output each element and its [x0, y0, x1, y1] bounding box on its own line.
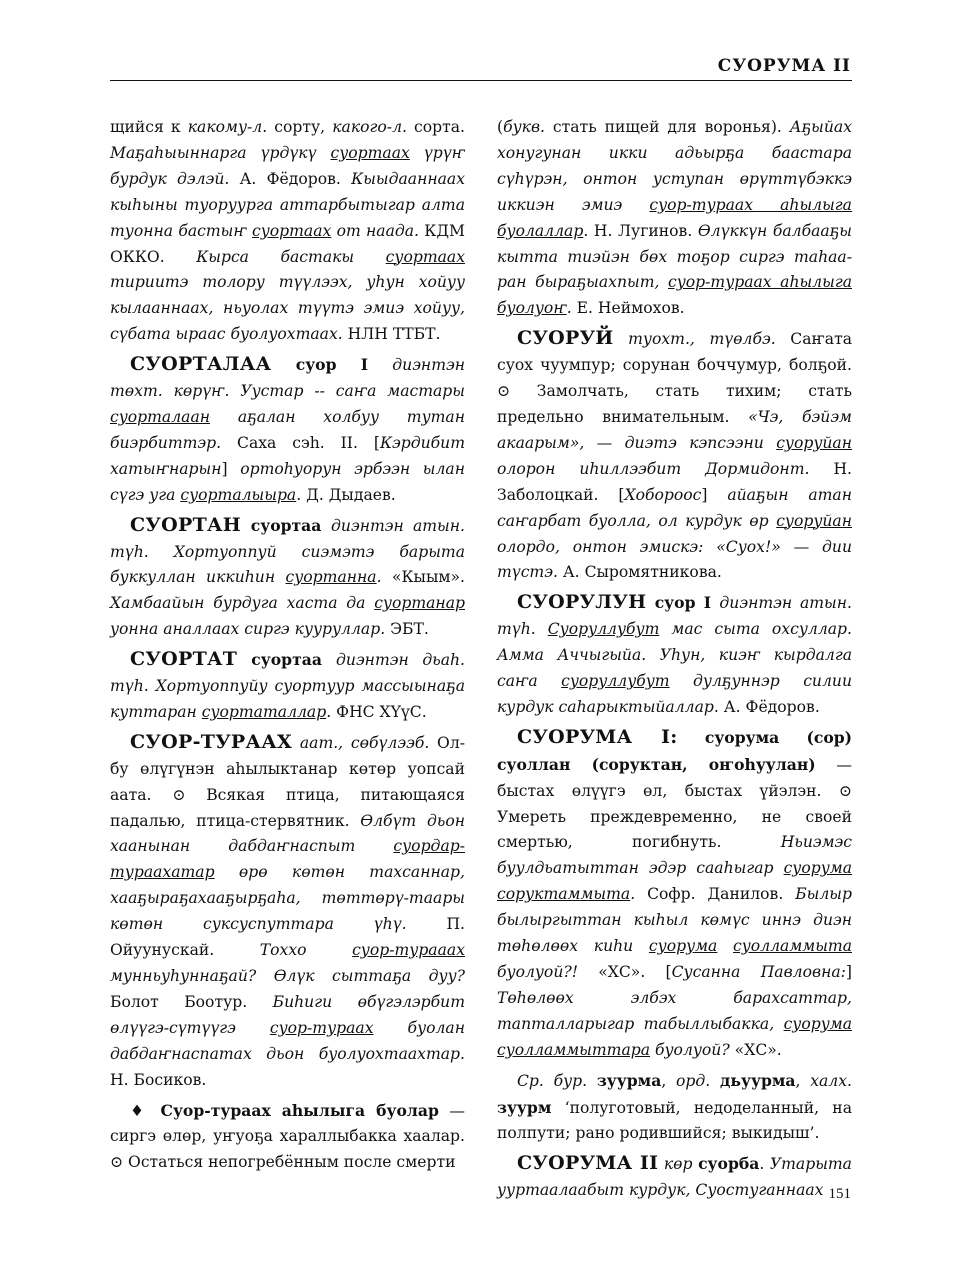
grammar-label: диэнтэн атын. түһ. [497, 594, 852, 639]
example: «Чэ, бэйэм акаарым», — диэтэ кэпсээни [497, 407, 852, 452]
example: буолан дабдаҥнаспатах дьон буолуохтаахтар. [110, 1018, 465, 1063]
example-keyword: соруктаммыта [497, 885, 631, 904]
source: Н. Босиков. [110, 1070, 207, 1089]
example: аҕалан холбуу тутан биэрбиттэр. [110, 407, 465, 452]
translation-marker-icon: ⊙ [497, 382, 511, 401]
definition: — сиргэ өлөр, уҥуоҕа хараллыбакка хаалар. [110, 1101, 466, 1146]
example-keyword: раах [336, 1018, 374, 1037]
source: «ХС». [729, 1040, 782, 1059]
source: А. Фёдоров. [718, 697, 820, 716]
example: Уустар -- саҥа мастары [229, 382, 465, 401]
example-keyword: суортаах [385, 247, 465, 266]
text: [ [618, 485, 625, 504]
example: . [326, 702, 332, 721]
reference: суортаа [241, 515, 332, 535]
translation-marker-icon: ⊙ [110, 1153, 124, 1172]
example: айаҕын атан саҥарбат буолла, ол курдук өр [497, 485, 853, 530]
source: Болот Боотур. [110, 992, 273, 1011]
idiom-phrase: Суор-тураах аһылыга буолар [149, 1100, 439, 1120]
example-keyword: суоруйан [776, 433, 852, 452]
definition: Ол-бу өлүгүнэн аһылыктанар көтөр уопсай аата. [110, 733, 465, 804]
example: . [566, 299, 572, 318]
example: Маҕаһыыннарга үрдүкү [110, 143, 331, 162]
translation: Всякая птица, питающаяся падалью, птица-стервятник. [110, 785, 465, 830]
translation-marker-icon: ⊙ [172, 785, 186, 804]
grammar-label: көр [658, 1155, 699, 1174]
reference: суортаа [237, 650, 337, 670]
text: ] [701, 485, 728, 504]
entry-suorulun [497, 590, 852, 721]
source: КДМ ОККО. [110, 221, 465, 266]
source: НЛН ТТБТ. [342, 325, 441, 344]
example: Өлүккүн балбааҕы кытта тиэйэн бөх тоҕор сиргэ таһаа-ран быраҕыахпыт, [497, 221, 852, 292]
example: Төһөлөөх элбэх барахсаттар, тапталларыгар табыллыбакка, [497, 988, 852, 1033]
right-column [497, 115, 852, 1208]
entry-continuation [110, 115, 465, 348]
text: щийся к [110, 118, 188, 136]
example: олордо, онтон эмискэ: «Суох!» — дии түстэ. [497, 537, 852, 582]
source: Н. Лугинов. [588, 221, 698, 240]
example-keyword: суортаах [330, 143, 410, 162]
text: ( [497, 118, 504, 136]
source: П. Ойуунускай. [110, 915, 465, 960]
example-keyword: суорталаан [110, 407, 211, 426]
example-keyword: суолламмыта [733, 937, 852, 956]
source: Софр. Данилов. [635, 885, 796, 904]
grammar-label: диэнтэн атын. түһ. [110, 516, 465, 561]
text: , [661, 1071, 677, 1090]
grammar-label: диэнтэн дьаһ. түһ. [110, 651, 465, 696]
example-keyword: суоруллубут [561, 672, 670, 691]
example: от наада. [331, 221, 420, 240]
headword: СУОРУЙ [517, 327, 614, 350]
grammar-label: аат., сөбүлээб. [292, 733, 430, 752]
entry-suortan [110, 513, 465, 644]
example: өрө көтөн тахсаннар, хааҕыраҕахааҕырҕаһа, төттөрү-таары көтөн суксуспуттара үһү. [110, 863, 465, 934]
example-keyword: суор-ту [269, 1018, 337, 1037]
running-header: СУОРУМА II [717, 56, 851, 76]
language-label: бур. [553, 1071, 588, 1090]
text: . [759, 1155, 770, 1174]
example: Сусанна Павловна: [671, 963, 846, 981]
text: какому-л. [187, 118, 268, 136]
grammar-label: туохт., түөлбэ. [613, 330, 776, 349]
headword: СУОР-ТУРААХ [130, 730, 293, 753]
headword: СУОРТАН [130, 513, 242, 536]
example: Аҕыйах хонугунан икки адьырҕа баастара сүһүрэн, онтон уступан өрүттүбэккэ иккиэн эмиэ [497, 118, 852, 214]
example [717, 937, 733, 955]
example-keyword: лаллар [524, 221, 584, 240]
source: А. Сыромятникова. [557, 563, 722, 582]
example-keyword: суортанна [285, 568, 377, 587]
text [710, 1072, 720, 1090]
definition: — быстах өлүүгэ өл, быстах үйэлэн. [497, 755, 852, 800]
translation: Остаться непогребённым после смерти [123, 1153, 456, 1172]
example-keyword: суорталыыра [180, 485, 297, 504]
reference: суор I [646, 593, 720, 613]
example: Утарыта ууртаалаабыт курдук, Суостуганнаах [497, 1155, 852, 1200]
source: Н. Заболоцкай. [497, 459, 853, 504]
translation-marker-icon: ⊙ [838, 781, 852, 800]
example: Хамбаайын бурдуга хаста да [110, 594, 375, 613]
example-keyword: суоруйан [776, 511, 852, 530]
page-number: 151 [828, 1186, 851, 1202]
example: Кэрдибит хатыҥнарын [110, 433, 465, 478]
example: уонна аналлаах сиргэ кууруллар. [110, 620, 386, 639]
example-keyword: суортаталлар [201, 702, 327, 721]
cognate: зуурма [596, 1070, 662, 1090]
headword: СУОРТАТ [130, 648, 238, 671]
example-keyword: Суоруллубут [547, 620, 660, 639]
example: . [376, 568, 382, 587]
translation: стать пищей для воронья). [545, 118, 790, 136]
example-keyword: буолуоҥ [497, 299, 567, 318]
header-rule [110, 80, 852, 81]
example-keyword: суор-турааах [352, 941, 465, 960]
entry-suoruy [497, 326, 852, 586]
example: ортоһуорун эрбээн ылан сүгэ уга [110, 459, 465, 504]
example: Өлүк сыттаҕа дуу? [256, 967, 465, 985]
left-column [110, 115, 465, 1180]
source: «ХС». [577, 963, 666, 981]
idiom-diamond-icon: ♦ [130, 1101, 150, 1120]
idiom-phrase: суорума (сор) суоллан (соруктан, оҥоһуулан) [497, 727, 852, 774]
source: Д. Дыдаев. [301, 485, 396, 504]
example: буолуой?! [497, 963, 578, 981]
example: дулҕуннэр силии курдук саһарыктыйаллар. [497, 672, 852, 716]
example: үрүҥ бурдук дэлэй. [110, 143, 465, 188]
example: Былыр былыргыттан кыһыл көмүс иннэ диэн төһөлөөх киһи [497, 885, 852, 956]
translation: Замолчать, стать тихим; стать предельно внимательным. [497, 382, 852, 426]
text: какого-л. [332, 118, 407, 136]
text: , [795, 1071, 811, 1090]
definition: Саҥата суох чуумпур; сорунан боччумур, болҕой. [497, 330, 852, 375]
example: Ньиэмэс буулдьатыттан эдэр сааһыгар [497, 833, 852, 878]
example: Хортуоппуй сиэмэтэ барыта буккуллан иккиһин [110, 542, 465, 587]
source: Саха сэһ. II. [221, 433, 374, 452]
text: сорту, [267, 118, 333, 136]
example-keyword: суорума [783, 1014, 852, 1033]
example: . [296, 485, 302, 504]
example: Өлбүт дьон хаанынан дабдаҥнаспыт [110, 811, 465, 856]
example: Тоххо [259, 941, 353, 960]
entry-suor-turaakh [110, 730, 465, 1094]
example-keyword: суолламмыттара [497, 1040, 651, 1059]
example: Кыыдааннаах кыһыны туоруурга аттарбытыгар алта туонна бастыҥ [110, 169, 466, 240]
entry-suortat [110, 647, 465, 726]
cognate: зуурм [497, 1097, 552, 1117]
example: буолуой? [650, 1040, 730, 1059]
source: ФНС ХҮүС. [331, 702, 427, 721]
reference: суорба [698, 1154, 760, 1174]
example: . [583, 221, 589, 240]
source: ЭБТ. [385, 620, 429, 639]
headword: СУОРУЛУН [517, 591, 647, 614]
text [587, 1072, 597, 1090]
example: тириитэ толору түүлээх, уһун хойуу кылааннаах, ньуолах түүтэ эмиэ хойуу, сүбата ыраас буолуохтаах. [110, 273, 465, 344]
entry-suoruma-1 [497, 725, 852, 1064]
example-keyword: суордар-турааха [110, 837, 465, 882]
gloss: ‘полуготовый, недоделанный, на полпути; рано родившийся; выкидыш’. [497, 1098, 852, 1143]
example: мунньуһуннаҕай? [110, 967, 257, 985]
etymology-note [497, 1068, 852, 1148]
example-keyword: суортаах [251, 221, 332, 240]
example-keyword: суорума [783, 859, 852, 878]
text: сорта. [406, 118, 466, 136]
example: . [630, 885, 636, 904]
headword: СУОРУМА I: [517, 725, 678, 748]
cognate: дьуурма [720, 1070, 796, 1090]
entry-continuation-right [497, 115, 852, 322]
example-keyword: суор-тураах аһылыга буо [497, 195, 852, 240]
example: Хобороос [624, 485, 702, 504]
example-keyword: суорума [648, 937, 718, 956]
headword: СУОРУМА II [517, 1152, 659, 1175]
idiom-suor-turaakh-ahylyga [110, 1098, 465, 1177]
headword: СУОРТАЛАА [130, 353, 272, 376]
example: олорон иһиллээбит Дормидонт. [497, 459, 810, 478]
language-label: халх. [810, 1071, 852, 1090]
example: мас сыта охсуллар. Амма Аччыгыйа. [497, 620, 852, 665]
example: Биһиги өбүгэлэрбит өлүүгэ-сүтүүгэ [110, 992, 465, 1037]
example-keyword: суортанар [374, 594, 465, 613]
text [544, 1072, 554, 1090]
text: [ [665, 963, 672, 981]
translation: Умереть преждевременно, не своей смертью, погибнуть. [497, 807, 852, 852]
text: ] [845, 963, 852, 981]
language-label: орд. [676, 1071, 711, 1090]
example: Хортуоппуйу суортуур массыынаҕа куттаран [110, 677, 465, 721]
example: Кырса бастакы [196, 247, 386, 266]
example: Уһун, киэҥ кырдалга саҥа [497, 646, 852, 691]
text: букв. [503, 118, 546, 136]
reference: суор I [271, 355, 393, 375]
example [536, 620, 548, 638]
source: А. Фёдоров. [229, 169, 352, 188]
text: [ [373, 433, 380, 452]
text: Ср. [517, 1071, 544, 1090]
grammar-label: диэнтэн төхт. көрүҥ. [110, 356, 465, 401]
example-keyword: суор-тураах аһылыга [667, 273, 852, 292]
example-keyword: тар [180, 863, 215, 882]
entry-suortalaa [110, 352, 465, 508]
text: ] [221, 459, 241, 478]
source: «Кыым». [381, 568, 466, 587]
source: Е. Неймохов. [571, 299, 685, 318]
